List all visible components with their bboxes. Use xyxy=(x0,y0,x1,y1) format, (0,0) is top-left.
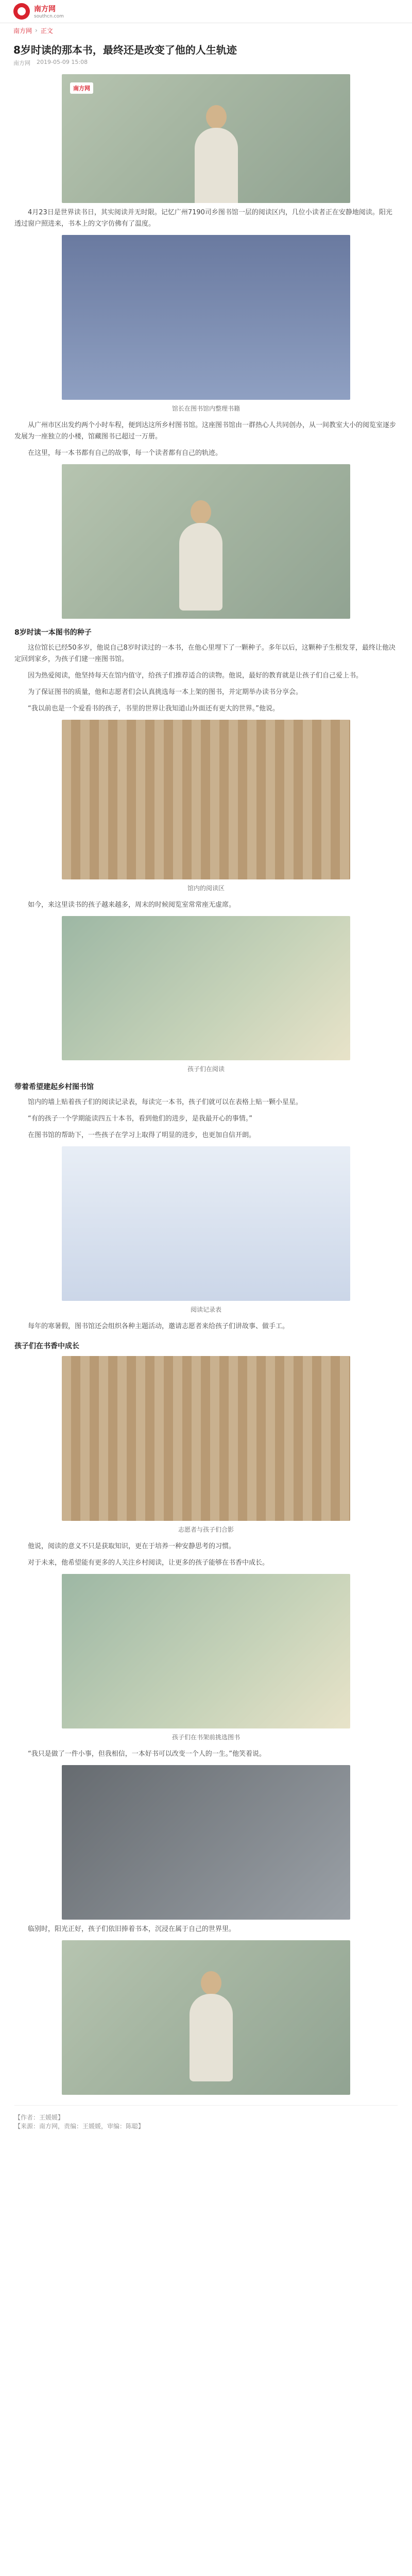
article-photo-6 xyxy=(62,1146,350,1301)
paragraph: 每年的寒暑假，图书馆还会组织各种主题活动，邀请志愿者来给孩子们讲故事、做手工。 xyxy=(28,1323,289,1330)
person-figure xyxy=(179,523,222,611)
logo-sub: southcn.com xyxy=(34,14,64,19)
paragraph: 在这里，每一本书都有自己的故事，每一个读者都有自己的轨迹。 xyxy=(28,449,222,457)
article-photo-4 xyxy=(62,720,350,879)
paragraph: 在图书馆的帮助下，一些孩子在学习上取得了明显的进步，也更加自信开朗。 xyxy=(28,1131,256,1139)
paragraph: 馆内的墙上贴着孩子们的阅读记录表，每读完一本书，孩子们就可以在表格上贴一颗小星星。 xyxy=(28,1098,303,1106)
photo-caption: 阅读记录表 xyxy=(190,1306,221,1313)
photo-caption: 孩子们在书架前挑选图书 xyxy=(171,1734,240,1741)
source-line: 【来源：南方网，责编：王媛媛，审编：陈聪】 xyxy=(14,2123,145,2130)
breadcrumb-page: 正文 xyxy=(40,27,53,35)
paragraph: 如今，来这里读书的孩子越来越多，周末的时候阅览室常常座无虚席。 xyxy=(28,901,236,909)
person-figure xyxy=(190,1994,233,2081)
paragraph: 他说，阅读的意义不只是获取知识，更在于培养一种安静思考的习惯。 xyxy=(28,1543,236,1550)
site-header xyxy=(0,0,412,23)
breadcrumb-section[interactable]: 南方网 xyxy=(13,27,32,35)
paragraph: 临别时，阳光正好，孩子们依旧捧着书本，沉浸在属于自己的世界里。 xyxy=(28,1925,236,1933)
paragraph: “我以前也是一个爱看书的孩子，书里的世界让我知道山外面还有更大的世界。”他说。 xyxy=(28,705,279,713)
article-photo-7 xyxy=(62,1356,350,1521)
person-head xyxy=(191,500,211,524)
article-photo-8 xyxy=(62,1574,350,1728)
article-meta xyxy=(13,59,399,67)
paragraph: 为了保证图书的质量，他和志愿者们会认真挑选每一本上架的图书，并定期举办读书分享会。 xyxy=(28,688,303,696)
breadcrumb-separator: › xyxy=(35,27,38,34)
paragraph: “我只是做了一件小事，但我相信，一本好书可以改变一个人的一生。”他笑着说。 xyxy=(28,1750,266,1758)
article-title: 8岁时读的那本书，最终还是改变了他的人生轨迹 xyxy=(13,44,237,56)
photo-caption: 孩子们在阅读 xyxy=(187,1065,225,1073)
article-photo-10 xyxy=(62,1940,350,2095)
paragraph: 这位馆长已经50多岁，他说自己8岁时读过的一本书，在他心里埋下了一颗种子。多年以后，这颗种子生根发芽，最终让他决定回到家乡，为孩子们建一座图书馆。 xyxy=(14,644,396,663)
article-photo-2 xyxy=(62,235,350,400)
article-time: 2019-05-09 15:08 xyxy=(37,59,88,65)
photo-caption: 馆长在图书馆内整理书籍 xyxy=(171,405,240,412)
article-body xyxy=(0,74,412,2095)
site-logo[interactable] xyxy=(13,3,64,20)
section-heading: 带着希望建起乡村图书馆 xyxy=(14,1083,94,1091)
paragraph: 对于未来，他希望能有更多的人关注乡村阅读，让更多的孩子能够在书香中成长。 xyxy=(28,1559,269,1567)
section-heading: 8岁时读一本图书的种子 xyxy=(14,629,92,637)
paragraph: 因为热爱阅读，他坚持每天在馆内值守，给孩子们推荐适合的读物。他说，最好的教育就是让孩子们自己爱上书。 xyxy=(28,672,363,680)
photo-caption: 馆内的阅读区 xyxy=(187,885,225,892)
article-photo-5 xyxy=(62,916,350,1060)
person-head xyxy=(206,105,227,129)
photo-logo: 南方网 xyxy=(70,82,93,94)
article-footer xyxy=(14,2105,398,2130)
paragraph: 4月23日是世界读书日，其实阅读并无时限。记忆广州7190司乡图书馆一层的阅读区内，几位小读者正在安静地阅读。阳光透过窗户照进来，书本上的文字仿佛有了温度。 xyxy=(14,209,392,228)
breadcrumb xyxy=(0,23,412,38)
photo-caption: 志愿者与孩子们合影 xyxy=(178,1526,234,1533)
person-figure xyxy=(195,128,238,203)
logo-name: 南方网 xyxy=(34,5,56,13)
article-photo-1 xyxy=(62,74,350,203)
logo-icon xyxy=(13,3,30,20)
paragraph: “有的孩子一个学期能读四五十本书，看到他们的进步，是我最开心的事情。” xyxy=(28,1115,252,1123)
author-line: 【作者：王媛媛】 xyxy=(14,2114,64,2121)
article-photo-3 xyxy=(62,464,350,619)
person-head xyxy=(201,1971,221,1995)
article-source: 南方网 xyxy=(13,60,30,66)
article-photo-9 xyxy=(62,1765,350,1920)
section-heading: 孩子们在书香中成长 xyxy=(14,1342,79,1350)
paragraph: 从广州市区出发约两个小时车程，便到达这所乡村图书馆。这座图书馆由一群热心人共同创办，从一间教室大小的阅览室逐步发展为一座独立的小楼，馆藏图书已超过一万册。 xyxy=(14,421,397,440)
